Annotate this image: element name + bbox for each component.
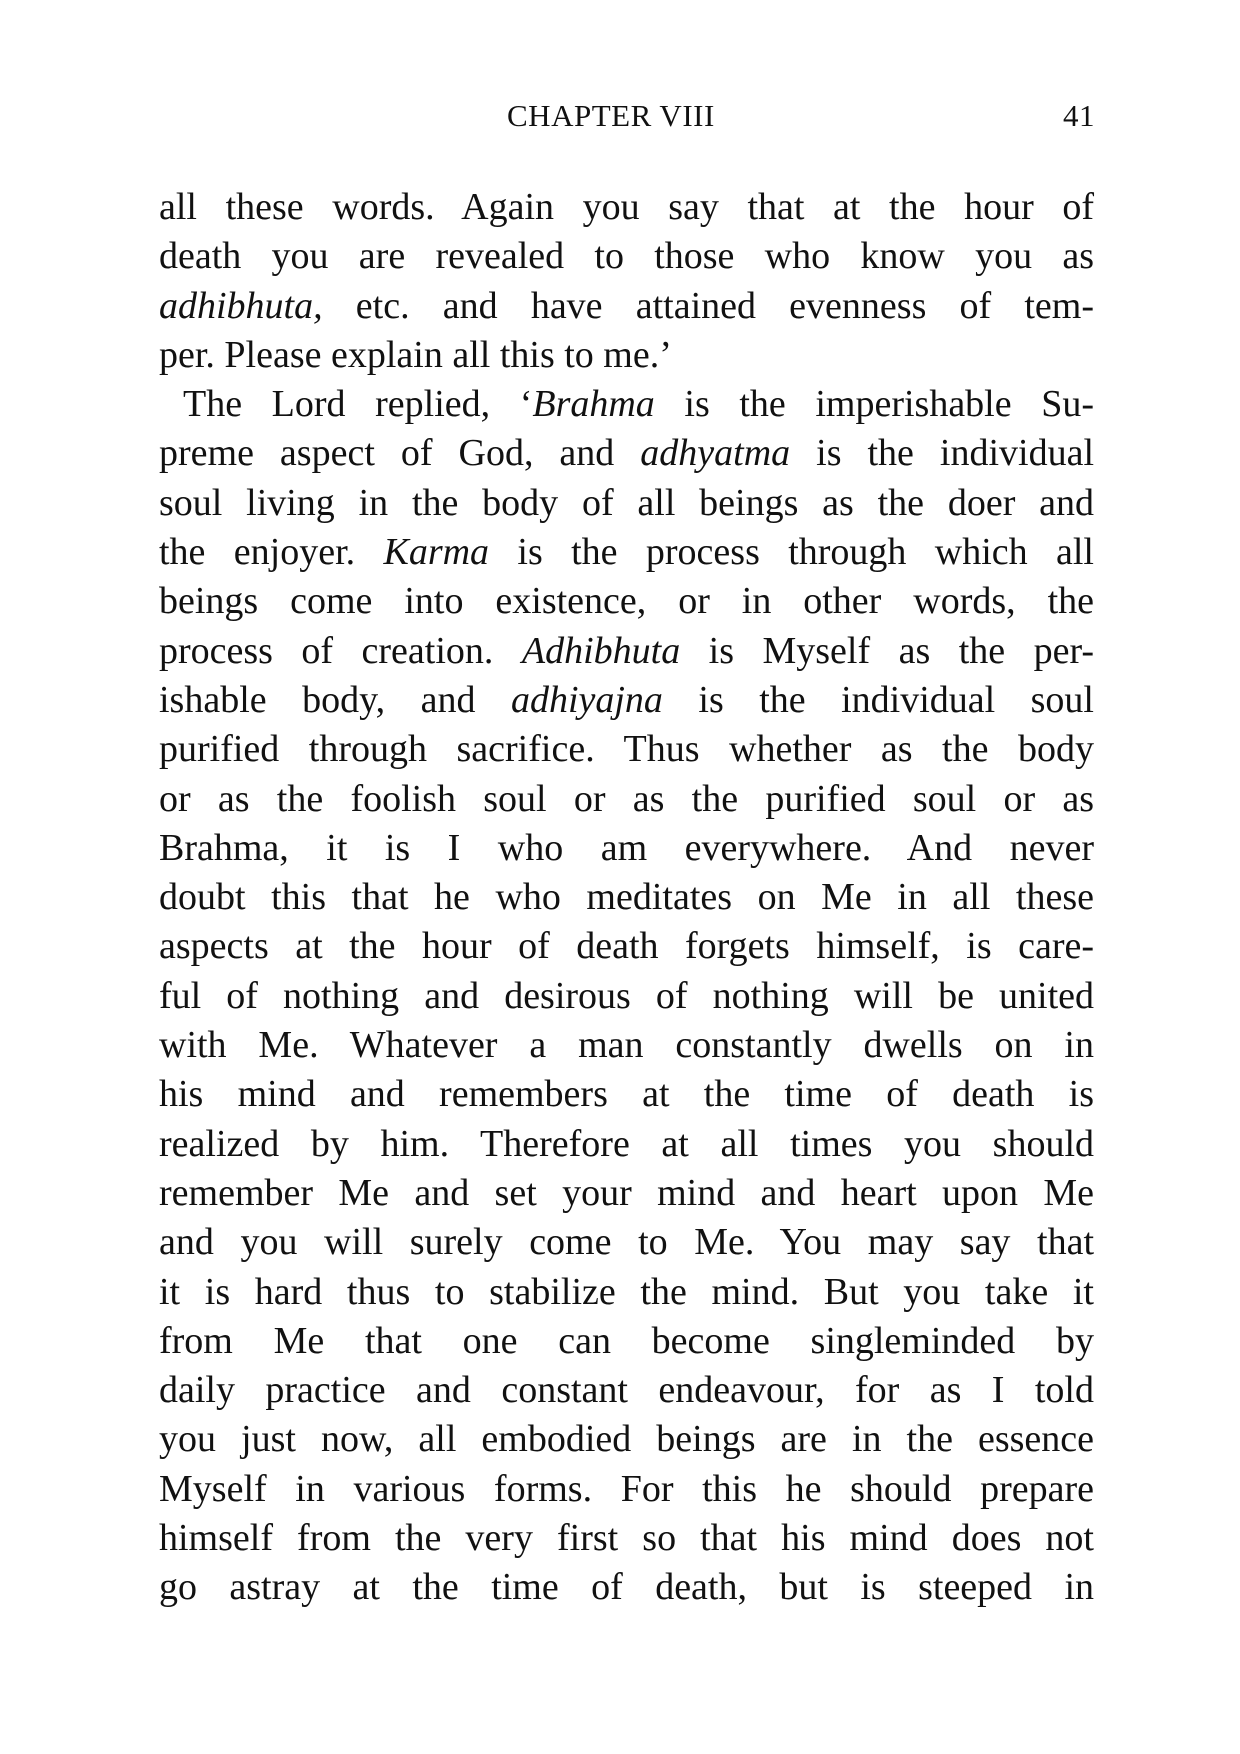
text-run: is the process through which all (489, 531, 1094, 574)
text-line (159, 183, 1094, 232)
text-run: realized by him. Therefore at all times you should (159, 1122, 1094, 1165)
body-text (159, 183, 1094, 1613)
italic-term: Adhibhuta (521, 629, 681, 672)
text-run: the enjoyer. (159, 531, 384, 574)
text-run: is Myself as the per- (680, 629, 1094, 672)
text-run: death you are revealed to those who know you as (159, 235, 1094, 278)
text-line (159, 528, 1094, 577)
text-line (159, 972, 1094, 1021)
text-run: remember Me and set your mind and heart upon Me (159, 1171, 1094, 1214)
text-run: etc. and have attained evenness of tem- (322, 284, 1094, 327)
text-run: ful of nothing and desirous of nothing will be united (159, 974, 1094, 1017)
text-run: go astray at the time of death, but is steeped in (159, 1566, 1094, 1609)
text-line (159, 331, 1094, 380)
text-line (159, 380, 1094, 429)
text-line (159, 725, 1094, 774)
text-line (159, 1563, 1094, 1612)
text-line (159, 1317, 1094, 1366)
text-run: purified through sacrifice. Thus whether as the body (159, 728, 1094, 771)
text-line (159, 824, 1094, 873)
text-run: himself from the very first so that his mind does not (159, 1517, 1094, 1560)
chapter-heading: CHAPTER VIII (507, 98, 715, 133)
text-run: his mind and remembers at the time of death is (159, 1073, 1094, 1116)
text-run: and you will surely come to Me. You may say that (159, 1221, 1094, 1264)
text-run: The Lord replied, ‘ (183, 383, 533, 426)
text-run: from Me that one can become singleminded by (159, 1319, 1094, 1362)
text-run: is the individual (790, 432, 1094, 475)
text-run: is the imperishable Su- (654, 383, 1094, 426)
text-line (159, 282, 1094, 331)
text-run: beings come into existence, or in other words, the (159, 580, 1094, 623)
text-run: soul living in the body of all beings as the doer and (159, 481, 1094, 524)
text-line (159, 1268, 1094, 1317)
text-line (159, 1169, 1094, 1218)
text-line (159, 479, 1094, 528)
italic-term: adhibhuta, (159, 284, 323, 327)
text-line (159, 873, 1094, 922)
text-run: with Me. Whatever a man constantly dwells on in (159, 1024, 1094, 1067)
text-run: is the individual soul (662, 678, 1094, 721)
italic-term: adhiyajna (510, 678, 663, 721)
text-run: process of creation. (159, 629, 522, 672)
text-line (159, 1415, 1094, 1464)
text-run: aspects at the hour of death forgets himself, is care- (159, 925, 1094, 968)
text-line (159, 1514, 1094, 1563)
text-run: per. Please explain all this to me.’ (159, 333, 672, 376)
italic-term: Karma (383, 531, 490, 574)
text-line (159, 232, 1094, 281)
text-line (159, 1021, 1094, 1070)
page-number: 41 (1063, 98, 1095, 133)
text-line (159, 775, 1094, 824)
text-line (159, 1218, 1094, 1267)
text-run: Brahma, it is I who am everywhere. And never (159, 826, 1094, 869)
text-run: you just now, all embodied beings are in the essence (159, 1418, 1094, 1461)
text-run: or as the foolish soul or as the purified soul or as (159, 777, 1094, 820)
text-run: all these words. Again you say that at the hour of (159, 186, 1094, 228)
text-line (159, 1070, 1094, 1119)
text-line (159, 429, 1094, 478)
text-run: doubt this that he who meditates on Me in all these (159, 876, 1094, 919)
text-run: it is hard thus to stabilize the mind. But you take it (159, 1270, 1094, 1313)
text-line (159, 577, 1094, 626)
text-line (159, 1120, 1094, 1169)
text-run: Myself in various forms. For this he should prepare (159, 1467, 1094, 1510)
italic-term: adhyatma (640, 432, 791, 475)
text-run: preme aspect of God, and (159, 432, 641, 475)
text-line (159, 1366, 1094, 1415)
text-line (159, 676, 1094, 725)
text-run: ishable body, and (159, 678, 511, 721)
italic-term: Brahma (532, 383, 655, 426)
text-line (159, 922, 1094, 971)
text-line (159, 627, 1094, 676)
text-run: daily practice and constant endeavour, for as I told (159, 1369, 1094, 1412)
text-line (159, 1465, 1094, 1514)
